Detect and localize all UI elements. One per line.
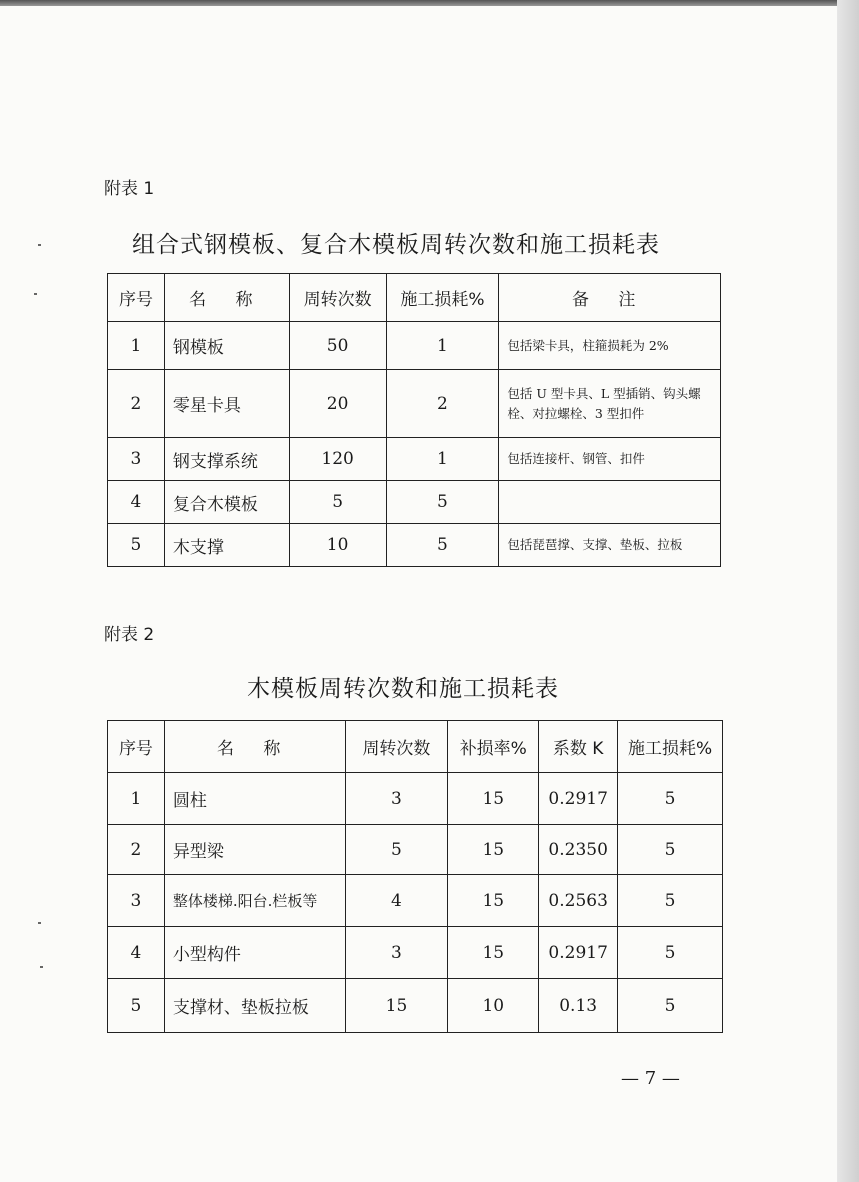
row-turnover: 3 <box>345 927 448 979</box>
table2-header-k: 系数 K <box>539 721 618 773</box>
row-k: 0.2563 <box>539 875 618 927</box>
row-loss: 5 <box>618 773 723 825</box>
row-name: 零星卡具 <box>164 370 289 438</box>
row-loss: 5 <box>618 927 723 979</box>
table1-header-name: 名 称 <box>164 274 289 322</box>
table1-header-no: 序号 <box>108 274 165 322</box>
row-repair: 15 <box>448 825 539 875</box>
row-repair: 15 <box>448 927 539 979</box>
table-row <box>108 825 723 875</box>
scan-speck <box>38 922 41 924</box>
row-name: 钢支撑系统 <box>164 438 289 481</box>
row-no: 5 <box>108 524 165 567</box>
row-k: 0.2350 <box>539 825 618 875</box>
page-number: — 7 — <box>621 1068 680 1089</box>
scan-speck <box>40 966 43 968</box>
table2-header-loss: 施工损耗% <box>618 721 723 773</box>
row-loss: 5 <box>618 875 723 927</box>
table2 <box>107 720 723 1033</box>
row-loss: 5 <box>386 524 499 567</box>
row-loss: 5 <box>618 825 723 875</box>
scan-speck <box>34 293 37 295</box>
row-turnover: 4 <box>345 875 448 927</box>
row-note: 包括 U 型卡具、L 型插销、钩头螺栓、对拉螺栓、3 型扣件 <box>499 370 721 438</box>
table2-label: 附表 2 <box>104 625 155 645</box>
row-note: 包括连接杆、钢管、扣件 <box>499 438 721 481</box>
scan-speck <box>38 244 41 246</box>
row-no: 1 <box>108 773 165 825</box>
row-turnover: 50 <box>289 322 386 370</box>
row-no: 3 <box>108 875 165 927</box>
table1-header-note: 备 注 <box>499 274 721 322</box>
table-row <box>108 979 723 1033</box>
table2-header-no: 序号 <box>108 721 165 773</box>
row-turnover: 120 <box>289 438 386 481</box>
table-row <box>108 773 723 825</box>
table-row <box>108 370 721 438</box>
row-name: 支撑材、垫板拉板 <box>164 979 345 1033</box>
scan-top-edge <box>0 0 840 6</box>
row-turnover: 5 <box>345 825 448 875</box>
row-repair: 15 <box>448 875 539 927</box>
row-loss: 2 <box>386 370 499 438</box>
table-row <box>108 322 721 370</box>
table-row <box>108 438 721 481</box>
row-name: 小型构件 <box>164 927 345 979</box>
row-name: 圆柱 <box>164 773 345 825</box>
row-turnover: 5 <box>289 481 386 524</box>
row-no: 2 <box>108 825 165 875</box>
table2-header-repair: 补损率% <box>448 721 539 773</box>
table2-header-turnover: 周转次数 <box>345 721 448 773</box>
row-name: 木支撑 <box>164 524 289 567</box>
row-turnover: 20 <box>289 370 386 438</box>
row-repair: 10 <box>448 979 539 1033</box>
table1-title: 组合式钢模板、复合木模板周转次数和施工损耗表 <box>132 232 660 258</box>
row-no: 1 <box>108 322 165 370</box>
table1 <box>107 273 721 567</box>
table1-label: 附表 1 <box>104 179 155 199</box>
table1-header-loss: 施工损耗% <box>386 274 499 322</box>
table-row <box>108 875 723 927</box>
row-name: 整体楼梯.阳台.栏板等 <box>164 875 345 927</box>
row-no: 5 <box>108 979 165 1033</box>
row-note: 包括梁卡具，柱箍损耗为 2% <box>499 322 721 370</box>
row-k: 0.2917 <box>539 927 618 979</box>
row-name: 异型梁 <box>164 825 345 875</box>
row-no: 2 <box>108 370 165 438</box>
table1-header-turnover: 周转次数 <box>289 274 386 322</box>
table2-header-row <box>108 721 723 773</box>
table-row <box>108 524 721 567</box>
row-loss: 5 <box>386 481 499 524</box>
scan-right-edge <box>837 0 859 1182</box>
table2-title: 木模板周转次数和施工损耗表 <box>247 676 559 702</box>
row-no: 4 <box>108 481 165 524</box>
row-turnover: 10 <box>289 524 386 567</box>
row-loss: 5 <box>618 979 723 1033</box>
row-name: 钢模板 <box>164 322 289 370</box>
row-k: 0.2917 <box>539 773 618 825</box>
row-turnover: 15 <box>345 979 448 1033</box>
table-row <box>108 481 721 524</box>
table-row <box>108 927 723 979</box>
row-note: 包括琵琶撑、支撑、垫板、拉板 <box>499 524 721 567</box>
table1-header-row <box>108 274 721 322</box>
row-loss: 1 <box>386 438 499 481</box>
row-name: 复合木模板 <box>164 481 289 524</box>
row-loss: 1 <box>386 322 499 370</box>
table2-header-name: 名 称 <box>164 721 345 773</box>
row-no: 4 <box>108 927 165 979</box>
row-note <box>499 481 721 524</box>
row-no: 3 <box>108 438 165 481</box>
row-k: 0.13 <box>539 979 618 1033</box>
row-repair: 15 <box>448 773 539 825</box>
row-turnover: 3 <box>345 773 448 825</box>
